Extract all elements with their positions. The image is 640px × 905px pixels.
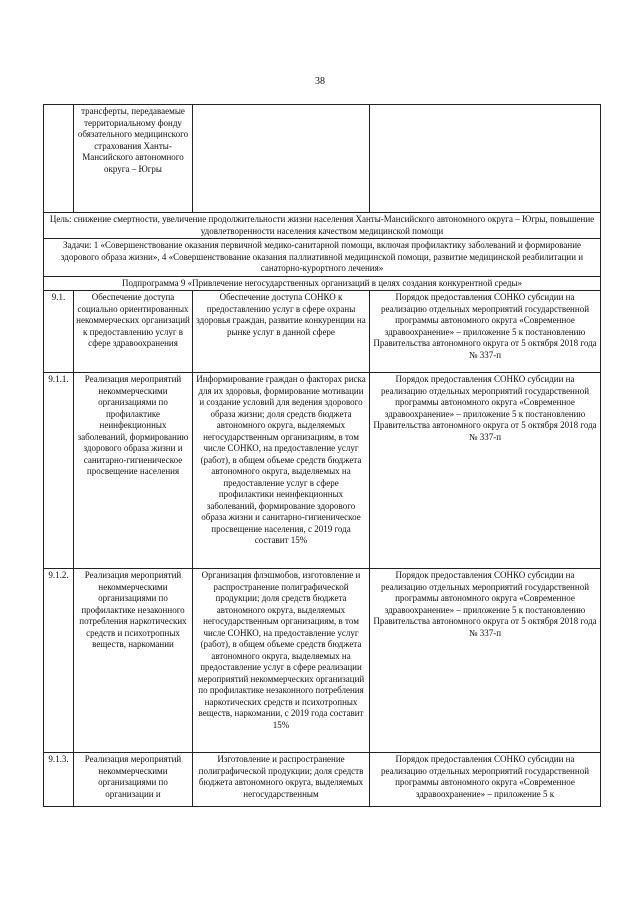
row-name: Реализация мероприятий некоммерческими организациями по организации и <box>74 753 193 807</box>
empty-cell <box>193 105 370 213</box>
table-row <box>44 291 601 373</box>
row-document: Порядок предоставления СОНКО субсидии на реализацию отдельных мероприятий государственной программы автономного округа «Современное здравоохранение» – приложение 5 к постановлению Правительства автономного округа от 5 октября 2018 года № 337-п <box>370 373 601 569</box>
tasks-text: Задачи: 1 «Совершенствование оказания первичной медико-санитарной помощи, включая профилактику заболеваний и формирование здорового образа жизни», 4 «Совершенствование оказания паллиативной медицинской помощи, развитие медицинской реабилитации и санаторно-курортного лечения» <box>44 239 601 277</box>
row-document: Порядок предоставления СОНКО субсидии на реализацию отдельных мероприятий государственной программы автономного округа «Современное здравоохранение» – приложение 5 к постановлению Правительства автономного округа от 5 октября 2018 года № 337-п <box>370 291 601 373</box>
row-number: 9.1.1. <box>44 373 74 569</box>
row-description: Информирование граждан о факторах риска для их здоровья, формирование мотивации и создание условий для ведения здорового образа жизни; доля средств бюджета автономного округа, выделяемых негосударственным организациям, в том числе СОНКО, на предоставление услуг (работ), в общем объеме средств бюджета автономного округа, выделяемых на предоставление услуг в сфере профилактики неинфекционных заболеваний, формирование здорового образа жизни и санитарно-гигиеническое просвещение населения, с 2019 года составит 15% <box>193 373 370 569</box>
top-row-name-cell: трансферты, передаваемые территориальному фонду обязательного медицинского страхования Ханты-Мансийского автономного округа – Югры <box>74 105 193 213</box>
row-number: 9.1.3. <box>44 753 74 807</box>
row-description: Организация флэшмобов, изготовление и распространение полиграфической продукции; доля средств бюджета автономного округа, выделяемых негосударственным организациям, в том числе СОНКО, на предоставление услуг (работ), в общем объеме средств бюджета автономного округа, выделяемых на предоставление услуг в сфере реализации мероприятий некоммерческих организаций по профилактике незаконного потребления наркотических средств и психотропных веществ, наркомании, с 2019 года составит 15% <box>193 569 370 753</box>
program-table <box>43 104 601 807</box>
subprogram-text: Подпрограмма 9 «Привлечение негосударственных организаций в целях создания конкурентной среды» <box>44 276 601 291</box>
table-row <box>44 373 601 569</box>
page-number: 38 <box>315 76 325 87</box>
row-name: Реализация мероприятий некоммерческими организациями по профилактике незаконного потребления наркотических средств и психотропных веществ, наркомании <box>74 569 193 753</box>
row-name: Реализация мероприятий некоммерческими организациями по профилактике неинфекционных заболеваний, формированию здорового образа жизни и санитарно-гигиеническое просвещение населения <box>74 373 193 569</box>
empty-cell <box>44 105 74 213</box>
empty-cell <box>370 105 601 213</box>
table-row <box>44 753 601 807</box>
row-description: Изготовление и распространение полиграфической продукции; доля средств бюджета автономного округа, выделяемых негосударственным <box>193 753 370 807</box>
row-name: Обеспечение доступа социально ориентированных некоммерческих организаций к предоставлению услуг в сфере здравоохранения <box>74 291 193 373</box>
row-number: 9.1. <box>44 291 74 373</box>
subprogram-row <box>44 276 601 291</box>
table-row <box>44 105 601 213</box>
goal-text: Цель: снижение смертности, увеличение продолжительности жизни населения Ханты-Мансийского автономного округа – Югры, повышение удовлетворенности населения качеством медицинской помощи <box>44 213 601 239</box>
row-document: Порядок предоставления СОНКО субсидии на реализацию отдельных мероприятий государственной программы автономного округа «Современное здравоохранение» – приложение 5 к постановлению Правительства автономного округа от 5 октября 2018 года № 337-п <box>370 569 601 753</box>
row-number: 9.1.2. <box>44 569 74 753</box>
table-row <box>44 569 601 753</box>
tasks-row <box>44 239 601 277</box>
row-document: Порядок предоставления СОНКО субсидии на реализацию отдельных мероприятий государственной программы автономного округа «Современное здравоохранение» – приложение 5 к <box>370 753 601 807</box>
row-description: Обеспечение доступа СОНКО к предоставлению услуг в сфере охраны здоровья граждан, развитие конкуренции на рынке услуг в данной сфере <box>193 291 370 373</box>
goal-row <box>44 213 601 239</box>
